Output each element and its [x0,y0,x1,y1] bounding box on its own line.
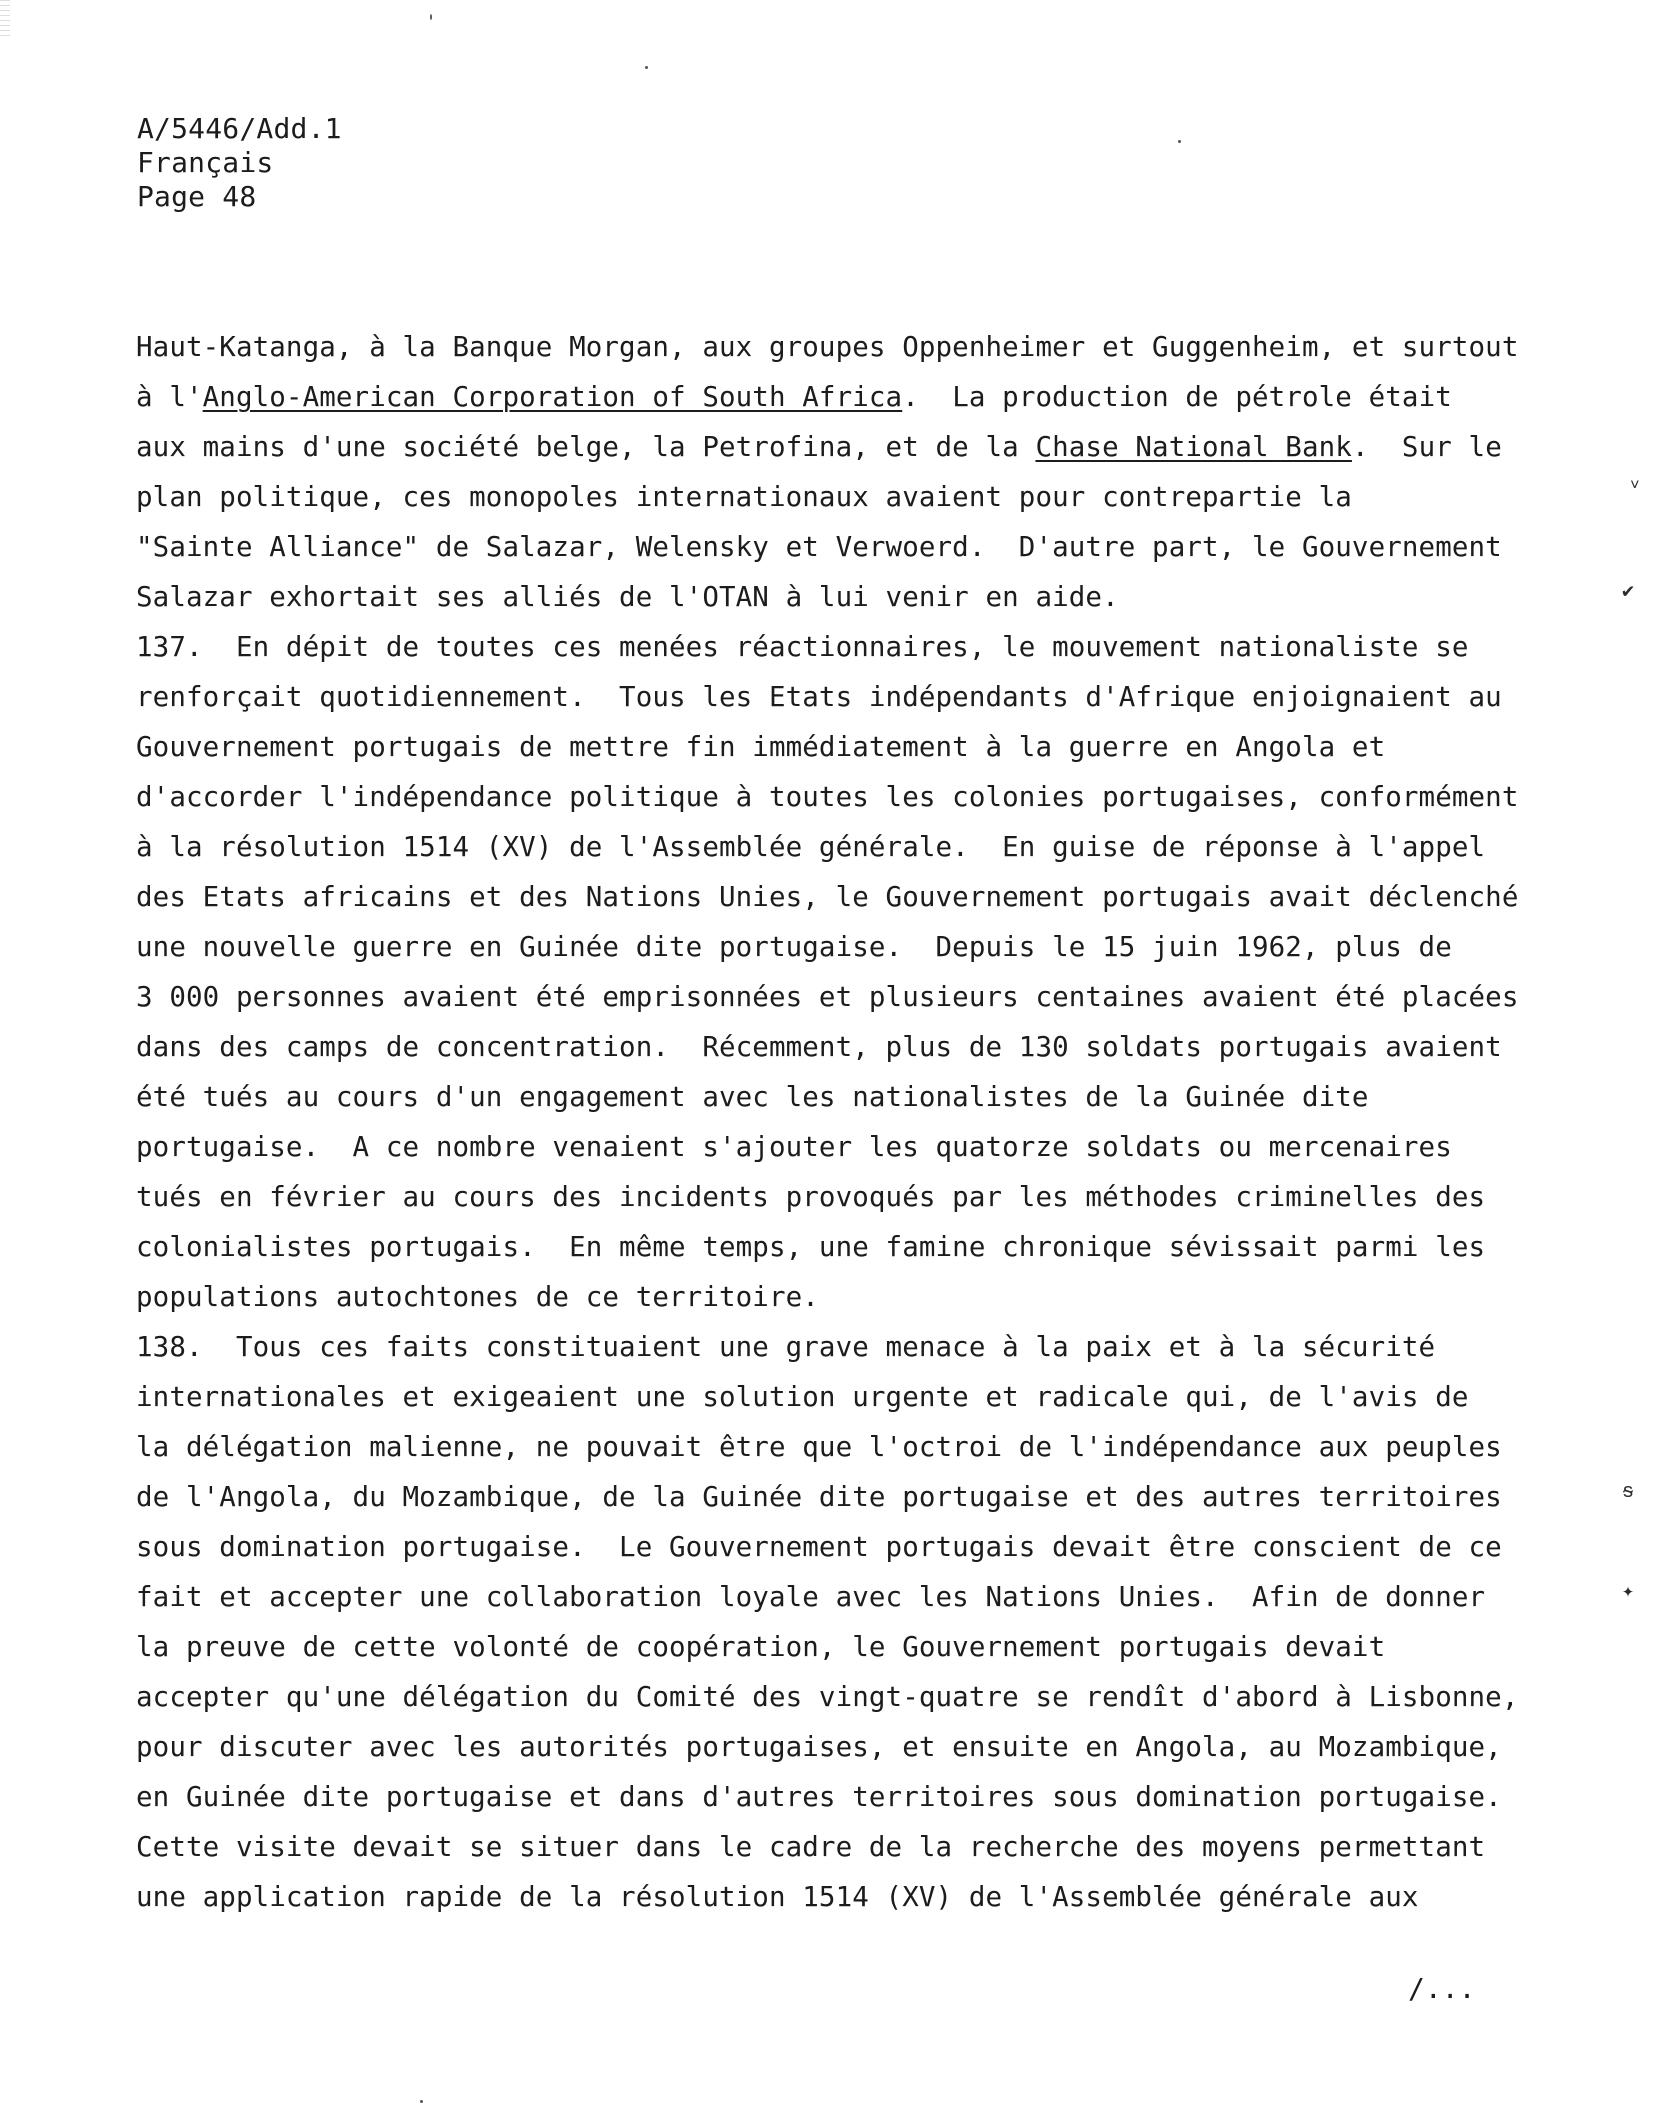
text-line [136,1472,1526,1522]
text-line [136,772,1526,822]
text-line [136,1622,1526,1672]
text-line [136,872,1526,922]
text-line [136,422,1526,472]
text-run: Haut-Katanga, à la Banque Morgan, aux groupes Oppenheimer et Guggenheim, et surtout [136,331,1519,363]
text-run: dans des camps de concentration. Récemment, plus de 130 soldats portugais avaient [136,1031,1502,1063]
text-run: d'accorder l'indépendance politique à toutes les colonies portugaises, conformément [136,781,1519,813]
text-run: 3 000 personnes avaient été emprisonnées et plusieurs centaines avaient été placées [136,981,1519,1013]
text-run: . Sur le [1351,431,1502,463]
text-run: . La production de pétrole était [902,381,1452,413]
text-line [136,622,1526,672]
text-run: "Sainte Alliance" de Salazar, Welensky et Verwoerd. D'autre part, le Gouvernement [136,531,1502,563]
text-run: en Guinée dite portugaise et dans d'autres territoires sous domination portugaise. [136,1781,1502,1813]
text-line [136,1872,1526,1922]
text-run: une nouvelle guerre en Guinée dite portugaise. Depuis le 15 juin 1962, plus de [136,931,1452,963]
text-line [136,1572,1526,1622]
text-run: renforçait quotidiennement. Tous les Etats indépendants d'Afrique enjoignaient au [136,681,1502,713]
text-run: été tués au cours d'un engagement avec les nationalistes de la Guinée dite [136,1081,1369,1113]
text-line [136,322,1526,372]
text-line [136,1022,1526,1072]
text-run: fait et accepter une collaboration loyale avec les Nations Unies. Afin de donner [136,1581,1486,1613]
text-run: Salazar exhortait ses alliés de l'OTAN à lui venir en aide. [136,581,1119,613]
body-text [136,322,1526,1922]
document-symbol: A/5446/Add.1 [137,112,342,145]
underlined-text: Anglo-American Corporation of South Africa [202,381,903,413]
document-language: Français [137,146,274,179]
scan-speck [645,66,648,69]
text-line [136,1772,1526,1822]
text-line [136,672,1526,722]
text-run: colonialistes portugais. En même temps, une famine chronique sévissait parmi les [136,1231,1486,1263]
scan-edge-artifact [0,0,10,40]
text-run: tués en février au cours des incidents provoqués par les méthodes criminelles des [136,1181,1486,1213]
text-run: la preuve de cette volonté de coopération, le Gouvernement portugais devait [136,1631,1386,1663]
text-run: de l'Angola, du Mozambique, de la Guinée dite portugaise et des autres territoires [136,1481,1502,1513]
text-line [136,1322,1526,1372]
text-line [136,1722,1526,1772]
text-run: sous domination portugaise. Le Gouvernement portugais devait être conscient de ce [136,1531,1502,1563]
document-header [137,112,342,214]
scan-speck [1178,140,1181,143]
underlined-text: Chase National Bank [1035,431,1352,463]
margin-mark: ✔ [1622,578,1635,602]
text-line [136,1172,1526,1222]
text-line [136,1222,1526,1272]
text-line [136,822,1526,872]
text-run: Cette visite devait se situer dans le cadre de la recherche des moyens permettant [136,1831,1486,1863]
text-run: à l' [136,381,203,413]
text-line [136,572,1526,622]
text-run: une application rapide de la résolution 1514 (XV) de l'Assemblée générale aux [136,1881,1419,1913]
text-run: aux mains d'une société belge, la Petrofina, et de la [136,431,1036,463]
scan-speck [420,2100,423,2103]
text-line [136,372,1526,422]
text-line [136,722,1526,772]
text-run: internationales et exigeaient une solution urgente et radicale qui, de l'avis de [136,1381,1469,1413]
text-run: 138. Tous ces faits constituaient une grave menace à la paix et à la sécurité [136,1331,1436,1363]
text-line [136,472,1526,522]
text-run: portugaise. A ce nombre venaient s'ajouter les quatorze soldats ou mercenaires [136,1131,1452,1163]
text-run: plan politique, ces monopoles internationaux avaient pour contrepartie la [136,481,1352,513]
text-run: accepter qu'une délégation du Comité des vingt-quatre se rendît d'abord à Lisbonne, [136,1681,1519,1713]
margin-mark: ˅ [1630,475,1640,494]
margin-mark: ✦ [1622,1578,1635,1602]
text-run: Gouvernement portugais de mettre fin immédiatement à la guerre en Angola et [136,731,1386,763]
text-run: pour discuter avec les autorités portugaises, et ensuite en Angola, au Mozambique, [136,1731,1502,1763]
text-line [136,522,1526,572]
margin-mark: ᵴ [1622,1478,1635,1502]
text-run: la délégation malienne, ne pouvait être que l'octroi de l'indépendance aux peuples [136,1431,1502,1463]
text-line [136,1822,1526,1872]
text-line [136,1422,1526,1472]
text-line [136,1372,1526,1422]
text-line [136,922,1526,972]
text-run: à la résolution 1514 (XV) de l'Assemblée générale. En guise de réponse à l'appel [136,831,1486,863]
text-line [136,1122,1526,1172]
text-run: des Etats africains et des Nations Unies, le Gouvernement portugais avait déclenché [136,881,1519,913]
text-line [136,1672,1526,1722]
text-run: 137. En dépit de toutes ces menées réactionnaires, le mouvement nationaliste se [136,631,1469,663]
scan-speck [430,14,432,20]
text-run: populations autochtones de ce territoire. [136,1281,819,1313]
text-line [136,972,1526,1022]
text-line [136,1272,1526,1322]
continuation-mark: /... [1408,1972,1476,2005]
text-line [136,1072,1526,1122]
text-line [136,1522,1526,1572]
page-number: Page 48 [137,180,257,213]
